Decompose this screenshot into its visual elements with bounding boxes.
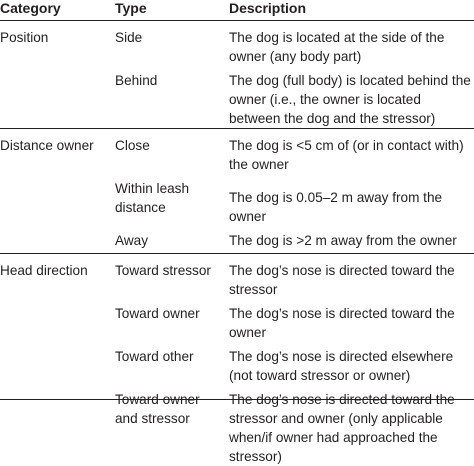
cell-description: The dog’s nose is directed elsewhere (not toward stressor or owner) [229, 348, 454, 383]
header-category: Category [0, 0, 61, 16]
cell-category [0, 342, 111, 385]
table-row [0, 342, 474, 385]
cell-category [0, 226, 111, 253]
cell-type: Toward other [115, 348, 194, 364]
cell-description: The dog’s nose is directed toward the stressor and owner (only applicable when/if owner had approached the stressor) [229, 391, 455, 464]
cell-description: The dog’s nose is directed toward the stressor [229, 262, 455, 297]
cell-description: The dog’s nose is directed toward the owner [229, 305, 455, 340]
table-row [0, 299, 474, 342]
cell-type: Toward owner [115, 305, 200, 321]
table-row [0, 129, 474, 175]
cell-type: Toward stressor [115, 262, 211, 278]
cell-category: Distance owner [0, 138, 94, 153]
table-row [0, 21, 474, 67]
header-type: Type [115, 0, 147, 16]
cell-description: The dog (full body) is located behind the owner (i.e., the owner is located between the dog and the stressor) [229, 73, 471, 126]
table-header-row [0, 0, 474, 21]
cell-type: Away [115, 233, 148, 248]
cell-category [0, 174, 111, 226]
table-row [0, 226, 474, 253]
cell-category: Head direction [0, 262, 88, 278]
cell-description: The dog is located at the side of the owner (any body part) [229, 30, 445, 64]
table-row [0, 253, 474, 299]
cell-type: Within leash distance [115, 181, 190, 215]
cell-type: Toward owner and stressor [115, 391, 200, 426]
table-row [0, 385, 474, 466]
cell-type: Side [115, 30, 143, 45]
cell-type: Behind [115, 73, 158, 88]
table-row [0, 174, 474, 226]
cell-category [0, 66, 111, 129]
cell-category [0, 385, 111, 466]
cell-category: Position [0, 30, 49, 45]
cell-type: Close [115, 138, 150, 153]
table-row [0, 66, 474, 129]
header-description: Description [229, 0, 307, 16]
cell-description: The dog is <5 cm of (or in contact with) the owner [229, 138, 464, 172]
cell-description: The dog is 0.05–2 m away from the owner [229, 190, 443, 224]
table-bottom-rule [0, 399, 474, 400]
cell-category [0, 299, 111, 342]
cell-description: The dog is >2 m away from the owner [229, 233, 457, 248]
